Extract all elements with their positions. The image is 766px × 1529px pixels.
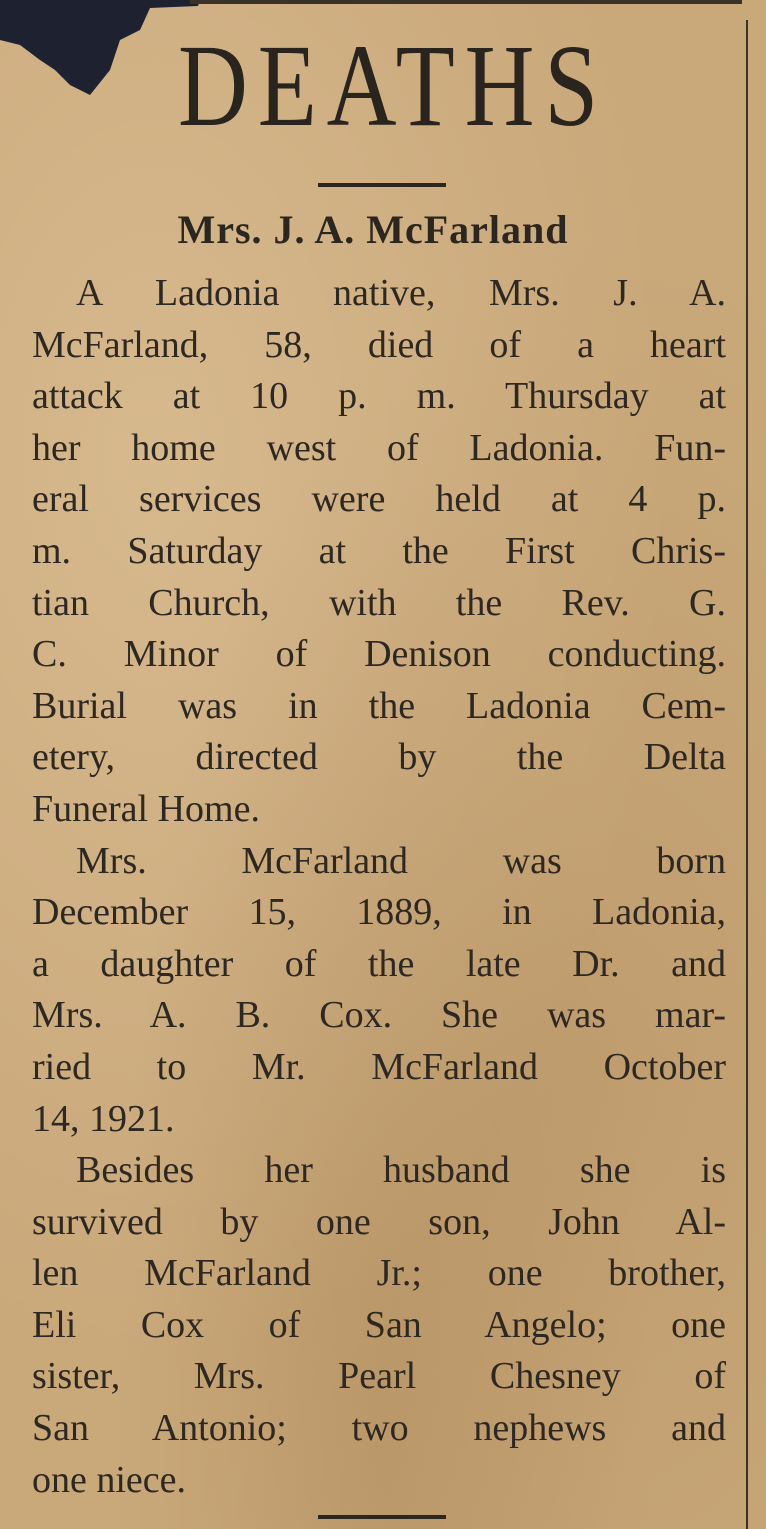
- body-line: her home west of Ladonia. Fun-: [32, 426, 726, 469]
- body-line: a daughter of the late Dr. and: [32, 942, 726, 985]
- body-line: survived by one son, John Al-: [32, 1200, 726, 1243]
- body-line: 14, 1921.: [32, 1097, 175, 1140]
- body-line: A Ladonia native, Mrs. J. A.: [76, 272, 726, 314]
- body-line: San Antonio; two nephews and: [32, 1407, 726, 1450]
- article-body: [32, 268, 726, 1506]
- body-line: m. Saturday at the First Chris-: [32, 529, 726, 572]
- body-line: McFarland, 58, died of a heart: [32, 323, 726, 366]
- body-line: attack at 10 p. m. Thursday at: [32, 375, 726, 418]
- body-line: sister, Mrs. Pearl Chesney of: [32, 1355, 726, 1398]
- body-line: Mrs. McFarland was born: [76, 839, 726, 882]
- body-line: eral services were held at 4 p.: [32, 478, 726, 521]
- body-line: Eli Cox of San Angelo; one: [32, 1303, 726, 1346]
- body-line: December 15, 1889, in Ladonia,: [32, 891, 726, 934]
- body-line: Mrs. A. B. Cox. She was mar-: [32, 994, 726, 1037]
- body-line: etery, directed by the Delta: [32, 736, 726, 779]
- end-divider: [318, 1515, 446, 1519]
- body-line: C. Minor of Denison conducting.: [32, 633, 726, 676]
- headline: DEATHS: [178, 20, 608, 151]
- body-line: ried to Mr. McFarland October: [32, 1045, 726, 1088]
- column-rule: [746, 20, 748, 1529]
- top-border-rule: [190, 0, 742, 4]
- body-line: Burial was in the Ladonia Cem-: [32, 684, 726, 727]
- body-line: Funeral Home.: [32, 787, 260, 830]
- headline-divider: [318, 183, 446, 187]
- body-line: tian Church, with the Rev. G.: [32, 581, 726, 624]
- body-line: len McFarland Jr.; one brother,: [32, 1252, 726, 1295]
- body-line: one niece.: [32, 1458, 187, 1501]
- obituary-name: Mrs. J. A. McFarland: [177, 207, 569, 252]
- body-line: Besides her husband she is: [76, 1149, 726, 1192]
